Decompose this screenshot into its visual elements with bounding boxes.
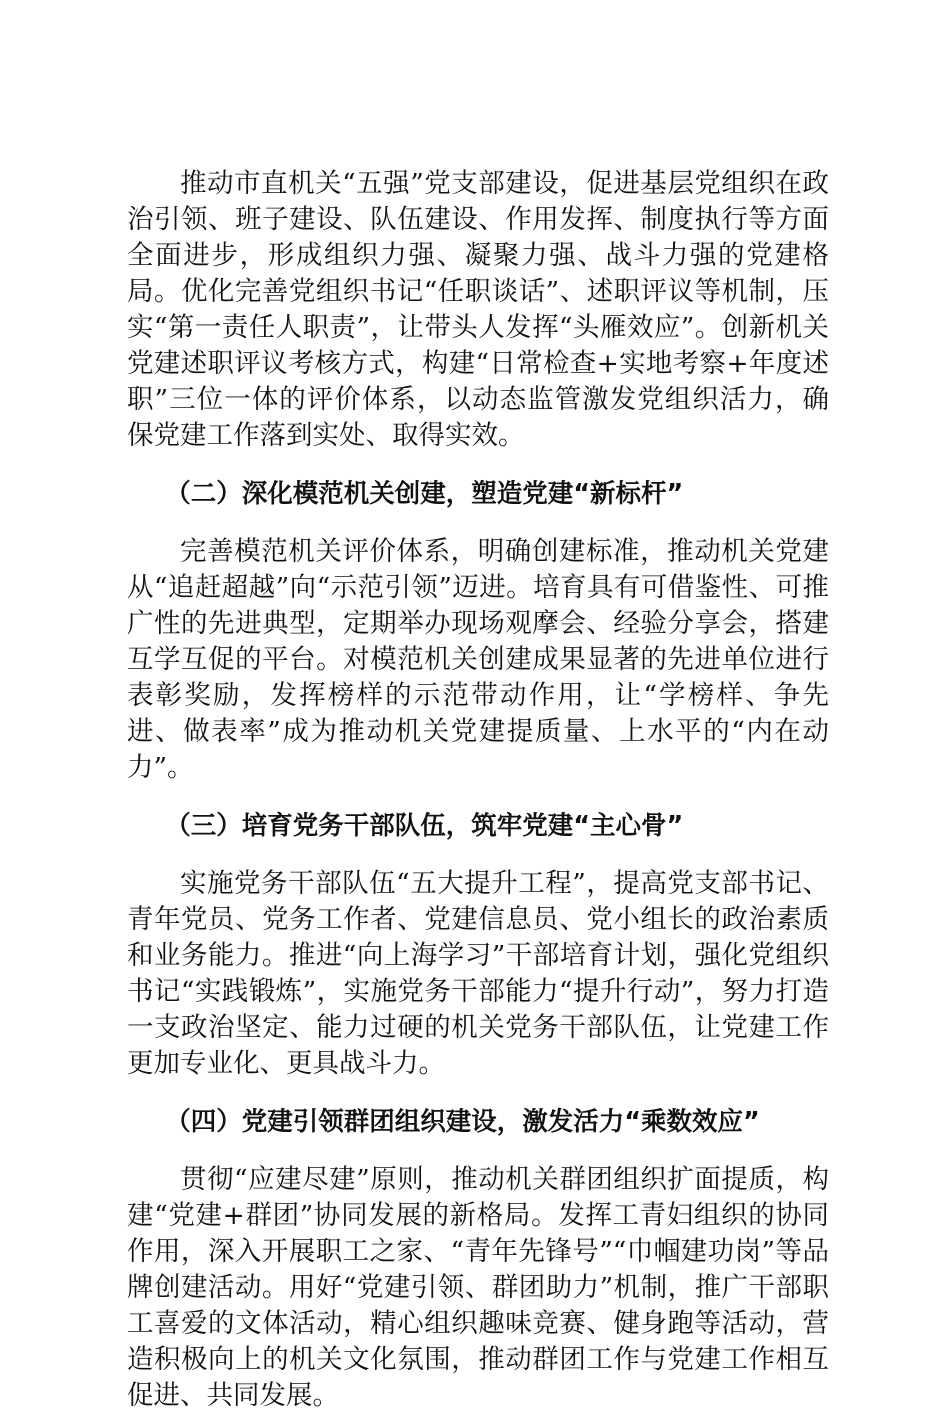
paragraph-five-strong: 推动市直机关“五强”党支部建设，促进基层党组织在政治引领、班子建设、队伍建设、作用发挥、制度执行等方面全面进步，形成组织力强、凝聚力强、战斗力强的党建格局。优化完善党组织书记“任职谈话”、述职评议等机制，压实“第一责任人职责”，让带头人发挥“头雁效应”。创新机关党建述职评议考核方式，构建“日常检查+实地考察+年度述职”三位一体的评价体系，以动态监管激发党组织活力，确保党建工作落到实处、取得实效。 [127,168,829,451]
section-heading-party-cadres: （三）培育党务干部队伍，筑牢党建“主心骨” [165,811,684,841]
paragraph-mass-organizations: 贯彻“应建尽建”原则，推动机关群团组织扩面提质，构建“党建+群团”协同发展的新格局。发挥工青妇组织的协同作用，深入开展职工之家、“青年先锋号”“巾帼建功岗”等品牌创建活动。用好“党建引领、群团助力”机制，推广干部职工喜爱的文体活动，精心组织趣味竞赛、健身跑等活动，营造积极向上的机关文化氛围，推动群团工作与党建工作相互促进、共同发展。 [127,1164,829,1411]
section-heading-model-agency: （二）深化模范机关创建，塑造党建“新标杆” [165,479,684,509]
paragraph-party-cadres: 实施党务干部队伍“五大提升工程”，提高党支部书记、青年党员、党务工作者、党建信息员、党小组长的政治素质和业务能力。推进“向上海学习”干部培育计划，强化党组织书记“实践锻炼”，实施党务干部能力“提升行动”，努力打造一支政治坚定、能力过硬的机关党务干部队伍，让党建工作更加专业化、更具战斗力。 [127,868,829,1079]
document-body [127,166,829,1414]
paragraph-model-agency: 完善模范机关评价体系，明确创建标准，推动机关党建从“追赶超越”向“示范引领”迈进。培育具有可借鉴性、可推广性的先进典型，定期举办现场观摩会、经验分享会，搭建互学互促的平台。对模范机关创建成果显著的先进单位进行表彰奖励，发挥榜样的示范带动作用，让“学榜样、争先进、做表率”成为推动机关党建提质量、上水平的“内在动力”。 [127,536,829,783]
section-heading-mass-organizations: （四）党建引领群团组织建设，激发活力“乘数效应” [165,1107,760,1137]
